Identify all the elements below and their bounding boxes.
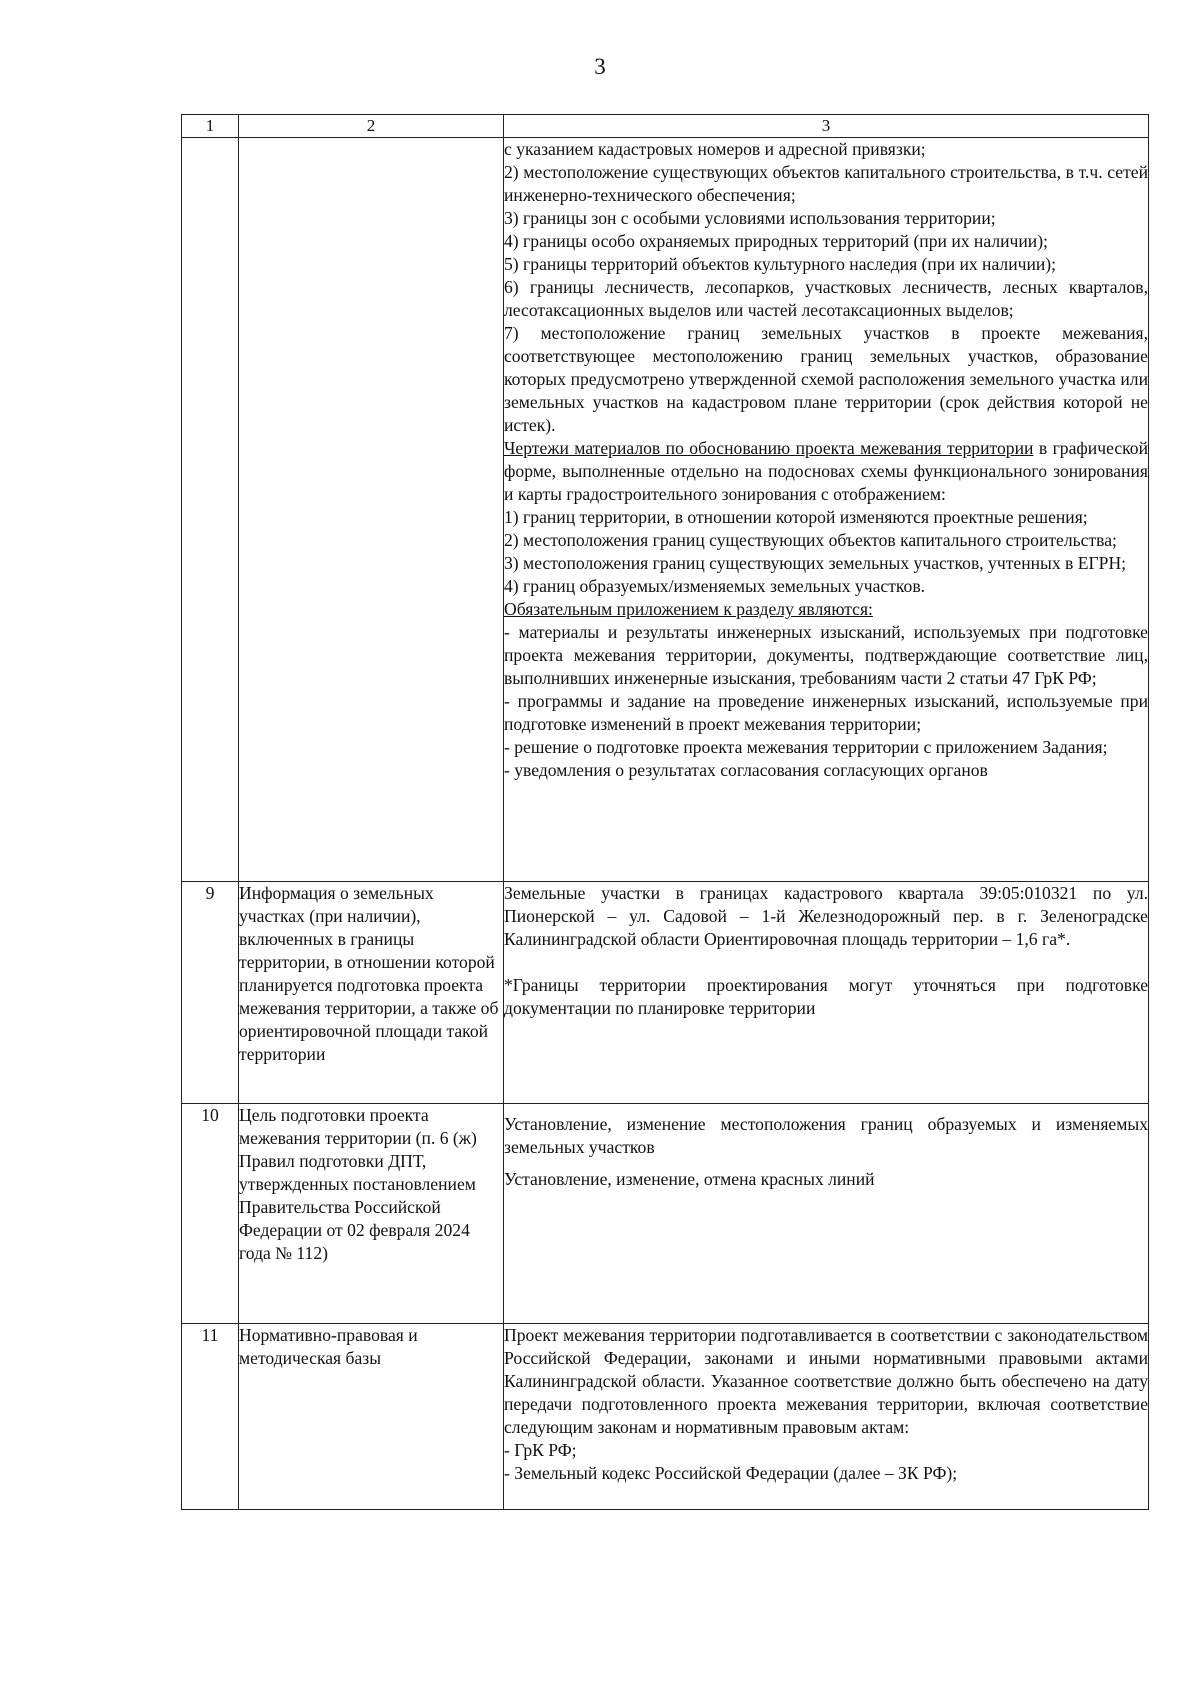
terms-table [181, 114, 1149, 1510]
row-number: 10 [182, 1104, 239, 1324]
content-line: 2) местоположение существующих объектов капитального строительства, в т.ч. сетей инженерно-технического обеспечения; [504, 162, 1148, 205]
drawings-heading: Чертежи материалов по обоснованию проекта межевания территории [504, 438, 1034, 458]
drawings-text: в графической форме, выполненные отдельно на подосновах схемы функционального зонирования и карты градостроительного зонирования с отображением: [504, 438, 1148, 504]
table-header-row [182, 115, 1149, 138]
content-paragraph: Проект межевания территории подготавливается в соответствии с законодательством Российской Федерации, законами и иными нормативными правовыми актами Калининградской области. Указанное соответствие должно быть обеспечено на дату передачи подготовленного проекта межевания территории, включая соответствие следующим законам и нормативным правовым актам: [504, 1325, 1148, 1437]
table-row-10 [182, 1104, 1149, 1324]
content-line: 7) местоположение границ земельных участков в проекте межевания, соответствующее местоположению границ земельных участков, образование которых предусмотрено утвержденной схемой расположения земельного участка или земельных участков на кадастровом плане территории (срок действия которой не истек). [504, 323, 1148, 435]
content-item: - Земельный кодекс Российской Федерации (далее – ЗК РФ); [504, 1463, 958, 1483]
paragraph-gap [504, 951, 1148, 974]
table-row-11 [182, 1324, 1149, 1510]
column-header-1: 1 [182, 115, 239, 138]
drawings-paragraph [504, 437, 1148, 506]
appendix-item: - материалы и результаты инженерных изысканий, используемых при подготовке проекта межевания территории, документы, подтверждающие соответствие лиц, выполнивших инженерные изыскания, требованиям части 2 статьи 47 ГрК РФ; [504, 622, 1148, 688]
drawings-item: 4) границ образуемых/изменяемых земельных участков. [504, 576, 926, 596]
row-name: Информация о земельных участках (при наличии), включенных в границы территории, в отношении которой планируется подготовка проекта межевания территории, а также об ориентировочной площади такой территории [239, 882, 504, 1104]
content-paragraph: Установление, изменение местоположения границ образуемых и изменяемых земельных участков [504, 1114, 1148, 1157]
row-number [182, 138, 239, 882]
row-content [504, 882, 1149, 1104]
content-line: с указанием кадастровых номеров и адресной привязки; [504, 139, 926, 159]
content-paragraph: Установление, изменение, отмена красных линий [504, 1169, 875, 1189]
drawings-item: 1) границ территории, в отношении которой изменяются проектные решения; [504, 507, 1088, 527]
content-line: 6) границы лесничеств, лесопарков, участковых лесничеств, лесных кварталов, лесотаксационных выделов или частей лесотаксационных выделов; [504, 277, 1148, 320]
table-row-9 [182, 882, 1149, 1104]
appendix-heading: Обязательным приложением к разделу являются: [504, 599, 873, 619]
table-row-continuation [182, 138, 1149, 882]
paragraph-gap [504, 1159, 1148, 1168]
page-number: 3 [594, 54, 606, 79]
column-header-3: 3 [504, 115, 1149, 138]
row-name: Нормативно-правовая и методическая базы [239, 1324, 504, 1510]
drawings-item: 2) местоположения границ существующих объектов капитального строительства; [504, 530, 1117, 550]
row-number: 11 [182, 1324, 239, 1510]
paragraph-gap [504, 1104, 1148, 1113]
content-line: 3) границы зон с особыми условиями использования территории; [504, 208, 996, 228]
content-item: - ГрК РФ; [504, 1440, 577, 1460]
content-line: 5) границы территорий объектов культурного наследия (при их наличии); [504, 254, 1057, 274]
column-header-2: 2 [239, 115, 504, 138]
row-name: Цель подготовки проекта межевания территории (п. 6 (ж) Правил подготовки ДПТ, утвержденных постановлением Правительства Российской Федерации от 02 февраля 2024 года № 112) [239, 1104, 504, 1324]
content-paragraph: Земельные участки в границах кадастрового квартала 39:05:010321 по ул. Пионерской – ул. Садовой – 1-й Железнодорожный пер. в г. Зеленоградске Калининградской области Ориентировочная площадь территории – 1,6 га*. [504, 883, 1148, 949]
appendix-item: - решение о подготовке проекта межевания территории с приложением Задания; [504, 737, 1108, 757]
content-line: 4) границы особо охраняемых природных территорий (при их наличии); [504, 231, 1048, 251]
row-content [504, 1104, 1149, 1324]
appendix-item: - программы и задание на проведение инженерных изысканий, используемые при подготовке изменений в проект межевания территории; [504, 691, 1148, 734]
row-number: 9 [182, 882, 239, 1104]
appendix-item: - уведомления о результатах согласования согласующих органов [504, 760, 988, 780]
row-content [504, 138, 1149, 882]
drawings-item: 3) местоположения границ существующих земельных участков, учтенных в ЕГРН; [504, 553, 1127, 573]
content-paragraph: *Границы территории проектирования могут уточняться при подготовке документации по планировке территории [504, 975, 1148, 1018]
row-content [504, 1324, 1149, 1510]
row-name [239, 138, 504, 882]
